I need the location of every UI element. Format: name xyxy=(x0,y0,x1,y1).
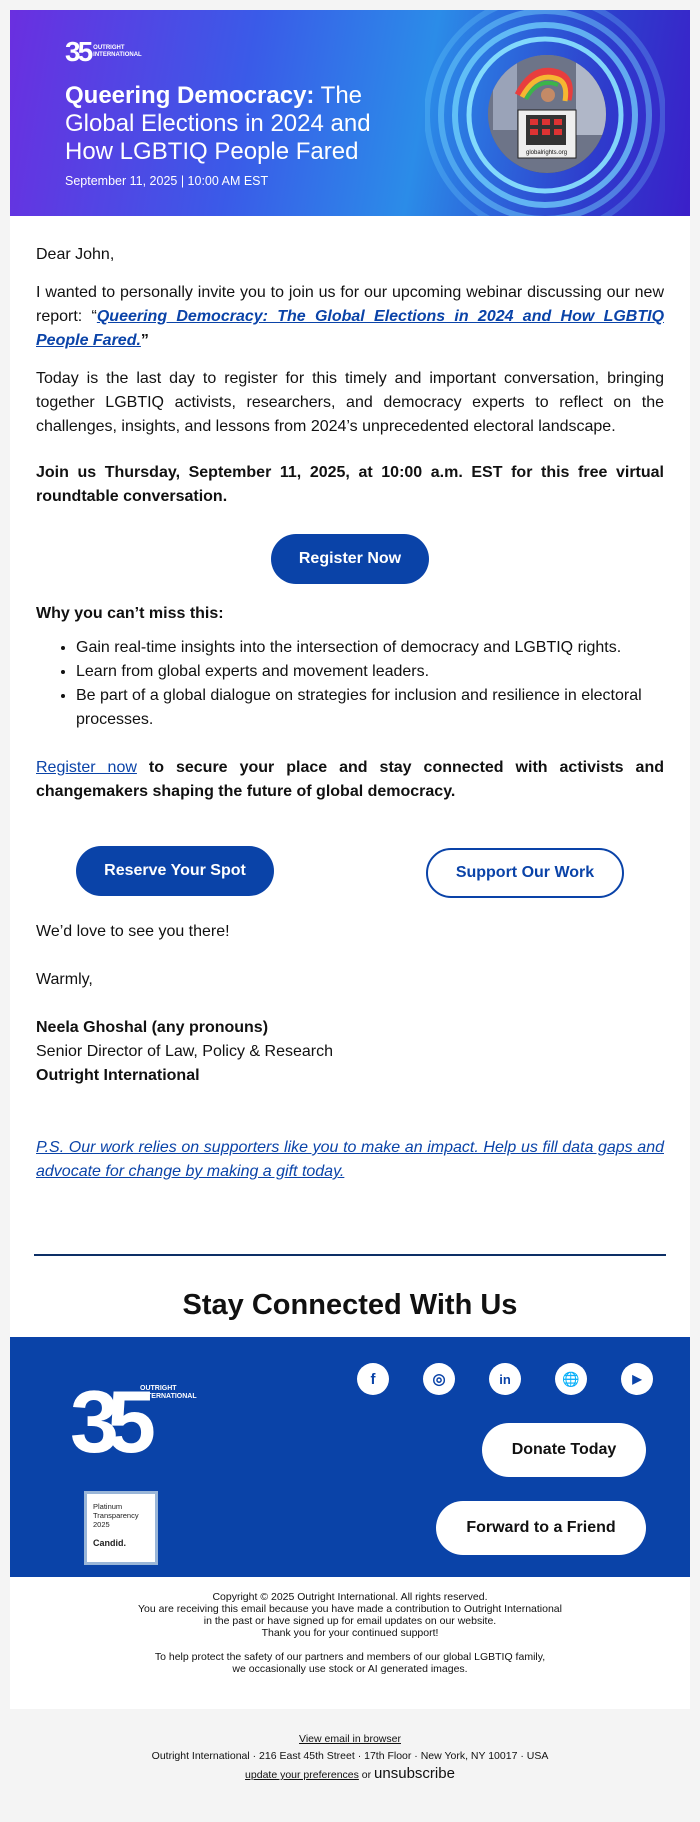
donate-today-button[interactable]: Donate Today xyxy=(482,1423,646,1477)
legal-line-2: You are receiving this email because you have made a contribution to Outright International xyxy=(138,1603,562,1615)
email-container xyxy=(10,10,690,1709)
preferences-line xyxy=(0,1765,700,1784)
legal-gap xyxy=(30,1639,670,1651)
hero-title-rest: The Global Elections in 2024 and How LGBTIQ People Fared xyxy=(65,82,371,165)
mailing-address: Outright International · 216 East 45th Street · 17th Floor · New York, NY 10017 · USA xyxy=(151,1750,549,1762)
cta-button-row xyxy=(36,846,664,898)
outer-footer xyxy=(0,1709,700,1784)
legal-line-3: in the past or have signed up for email updates on our website. xyxy=(203,1615,497,1627)
report-link[interactable]: Queering Democracy: The Global Elections in 2024 and How LGBTIQ People Fared. xyxy=(36,308,665,349)
intro-suffix: ” xyxy=(140,332,149,349)
footer-panel xyxy=(10,1337,690,1577)
ps-donate-link[interactable]: P.S. Our work relies on supporters like you to make an impact. Help us fill data gaps and advocate for change by making a gift today. xyxy=(36,1139,664,1180)
legal-line-5: To help protect the safety of our partners and members of our global LGBTIQ family, xyxy=(154,1651,546,1663)
signature-name: Neela Ghoshal (any pronouns) xyxy=(36,1019,269,1036)
footer-logo-line-2: INTERNATIONAL xyxy=(140,1393,197,1400)
stay-connected-heading: Stay Connected With Us xyxy=(182,1289,518,1321)
register-now-button[interactable]: Register Now xyxy=(271,534,429,584)
hero-date: September 11, 2025 | 10:00 AM EST xyxy=(65,174,269,188)
copyright-line: Copyright © 2025 Outright International. All rights reserved. xyxy=(212,1591,488,1603)
view-in-browser-link[interactable]: View email in browser xyxy=(299,1733,401,1745)
register-button-row xyxy=(36,534,664,584)
candid-line-2: Transparency xyxy=(93,1511,139,1520)
logo-number: 35 xyxy=(65,36,91,67)
why-heading: Why you can’t miss this: xyxy=(36,605,224,622)
logo-text xyxy=(93,45,142,59)
footer-logo xyxy=(70,1372,197,1471)
social-links xyxy=(357,1363,653,1395)
youtube-icon[interactable]: ▶ xyxy=(621,1363,653,1395)
legal-line-4: Thank you for your continued support! xyxy=(261,1627,439,1639)
hero-title xyxy=(65,82,405,166)
list-item: • Learn from global experts and movement leaders. xyxy=(76,660,664,684)
email-body xyxy=(10,243,690,1184)
linkedin-icon[interactable]: in xyxy=(489,1363,521,1395)
legal-text xyxy=(10,1577,690,1709)
warmly-line: Warmly, xyxy=(36,971,93,988)
register-now-link[interactable]: Register now xyxy=(36,759,137,776)
footer-logo-text xyxy=(140,1385,197,1401)
instagram-icon[interactable]: ◎ xyxy=(423,1363,455,1395)
reserve-spot-button[interactable]: Reserve Your Spot xyxy=(76,846,274,896)
protester-illustration xyxy=(488,55,606,173)
support-work-button[interactable]: Support Our Work xyxy=(426,848,624,898)
signature-org: Outright International xyxy=(36,1067,200,1084)
footer-logo-line-1: OUTRIGHT xyxy=(140,1385,177,1392)
greeting: Dear John, xyxy=(36,246,115,263)
footer-logo-number: 35 xyxy=(70,1372,144,1471)
love-line: We’d love to see you there! xyxy=(36,923,230,940)
legal-line-6: we occasionally use stock or AI generated images. xyxy=(232,1663,468,1675)
hero-banner xyxy=(10,10,690,216)
intro-prefix: I wanted to personally invite you to join us for our upcoming webinar discussing our new report: “ xyxy=(36,284,664,325)
signature xyxy=(36,1016,664,1088)
sign-text: globalrights.org xyxy=(526,150,568,156)
hero-title-bold: Queering Democracy: xyxy=(65,82,315,109)
logo-text-line-2: INTERNATIONAL xyxy=(93,52,142,58)
candid-line-3: 2025 xyxy=(93,1520,110,1529)
update-preferences-link[interactable]: update your preferences xyxy=(245,1769,359,1781)
section-divider xyxy=(34,1254,666,1256)
forward-friend-button[interactable]: Forward to a Friend xyxy=(436,1501,646,1555)
candid-brand: Candid. xyxy=(93,1538,126,1548)
facebook-icon[interactable]: f xyxy=(357,1363,389,1395)
last-day-paragraph: Today is the last day to register for this timely and important conversation, bringing together LGBTIQ activists, researchers, and democracy experts to reflect on the challenges, insights, and lessons from 2024’s unprecedented electoral landscape. xyxy=(36,370,664,435)
hero-logo xyxy=(65,38,142,66)
join-paragraph: Join us Thursday, September 11, 2025, at 10:00 a.m. EST for this free virtual roundtable conversation. xyxy=(36,464,664,505)
globe-icon[interactable]: 🌐 xyxy=(555,1363,587,1395)
list-item: • Gain real-time insights into the intersection of democracy and LGBTIQ rights. xyxy=(76,636,664,660)
signature-title: Senior Director of Law, Policy & Research xyxy=(36,1043,334,1060)
unsubscribe-link[interactable]: unsubscribe xyxy=(374,1765,455,1782)
candid-seal[interactable] xyxy=(84,1491,158,1565)
or-text: or xyxy=(358,1769,375,1781)
intro-paragraph xyxy=(36,281,664,353)
logo-text-line-1: OUTRIGHT xyxy=(93,45,125,51)
list-item: • Be part of a global dialogue on strategies for inclusion and resilience in electoral processes. xyxy=(76,684,664,732)
hero-photo xyxy=(488,55,606,173)
benefits-list xyxy=(76,636,664,732)
register-rest: to secure your place and stay connected with activists and changemakers shaping the future of global democracy. xyxy=(36,759,665,800)
register-paragraph xyxy=(36,756,664,804)
candid-line-1: Platinum xyxy=(93,1502,123,1511)
